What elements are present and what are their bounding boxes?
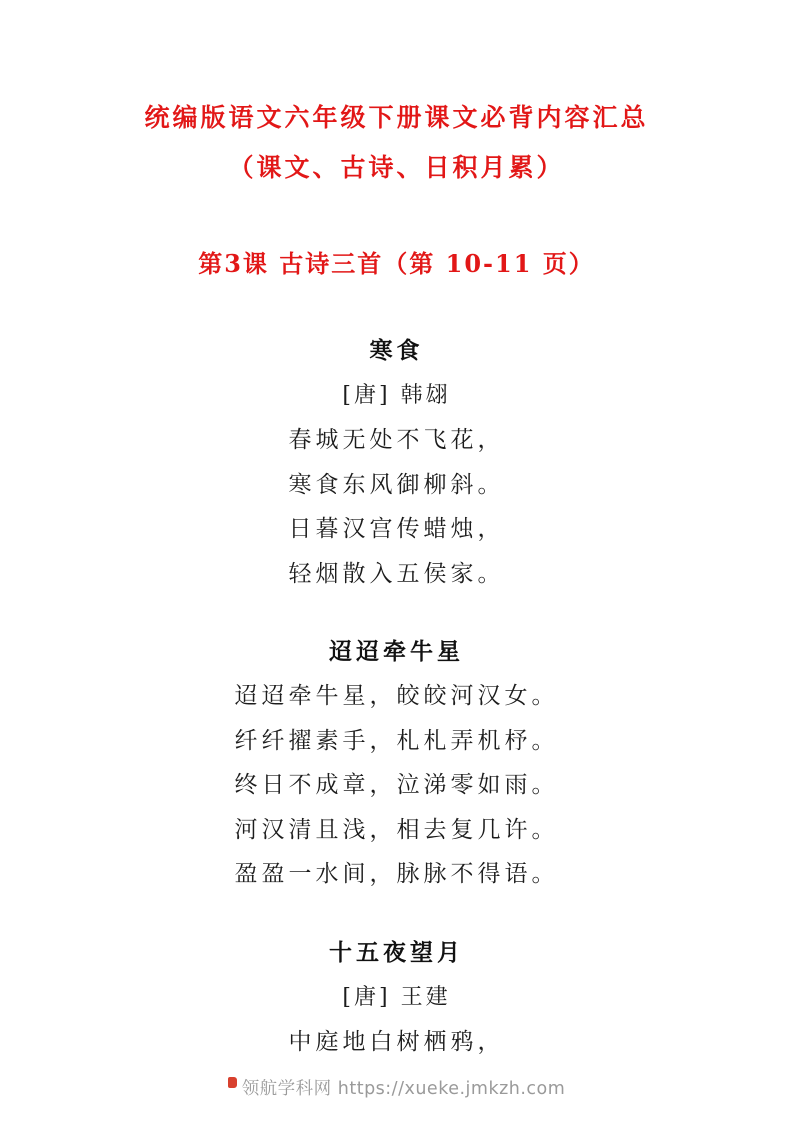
poem-author: [唐] 王建: [342, 984, 451, 1010]
poem-line: 中庭地白树栖鸦，: [288, 1028, 505, 1055]
poem-title: 寒食: [369, 337, 424, 364]
poem-line: 纤纤擢素手，札札弄机杼。: [234, 727, 559, 754]
site-logo-icon: [228, 1077, 237, 1088]
poem-hanshi: [0, 336, 793, 596]
poem-line: 盈盈一水间，脉脉不得语。: [234, 861, 559, 887]
poem-line: 迢迢牵牛星，皎皎河汉女。: [234, 683, 559, 709]
poem-tiaotiao-qianniuxing: [0, 637, 793, 897]
poem-line: 春城无处不飞花，: [288, 427, 505, 453]
document-title-line2: （课文、古诗、日积月累）: [228, 153, 565, 182]
document-title-line1: 统编版语文六年级下册课文必背内容汇总: [144, 103, 649, 132]
poem-line: 轻烟散入五侯家。: [288, 560, 505, 587]
poem-line: 日暮汉宫传蜡烛，: [288, 516, 505, 542]
poem-line: 寒食东风御柳斜。: [288, 471, 505, 498]
footer-watermark-text: 领航学科网 https://xueke.jmkzh.com: [241, 1079, 566, 1099]
lesson-heading: 第3课 古诗三首（第 10-11 页）: [198, 249, 595, 278]
poem-line: 终日不成章，泣涕零如雨。: [234, 772, 559, 798]
poem-title: 十五夜望月: [329, 938, 464, 966]
poem-shiwuye-wangyue: [0, 938, 793, 1065]
poem-title: 迢迢牵牛星: [329, 638, 464, 665]
poem-line: 河汉清且浅，相去复几许。: [234, 816, 559, 843]
poem-author: [唐] 韩翃: [342, 383, 451, 408]
footer: [0, 1075, 793, 1100]
